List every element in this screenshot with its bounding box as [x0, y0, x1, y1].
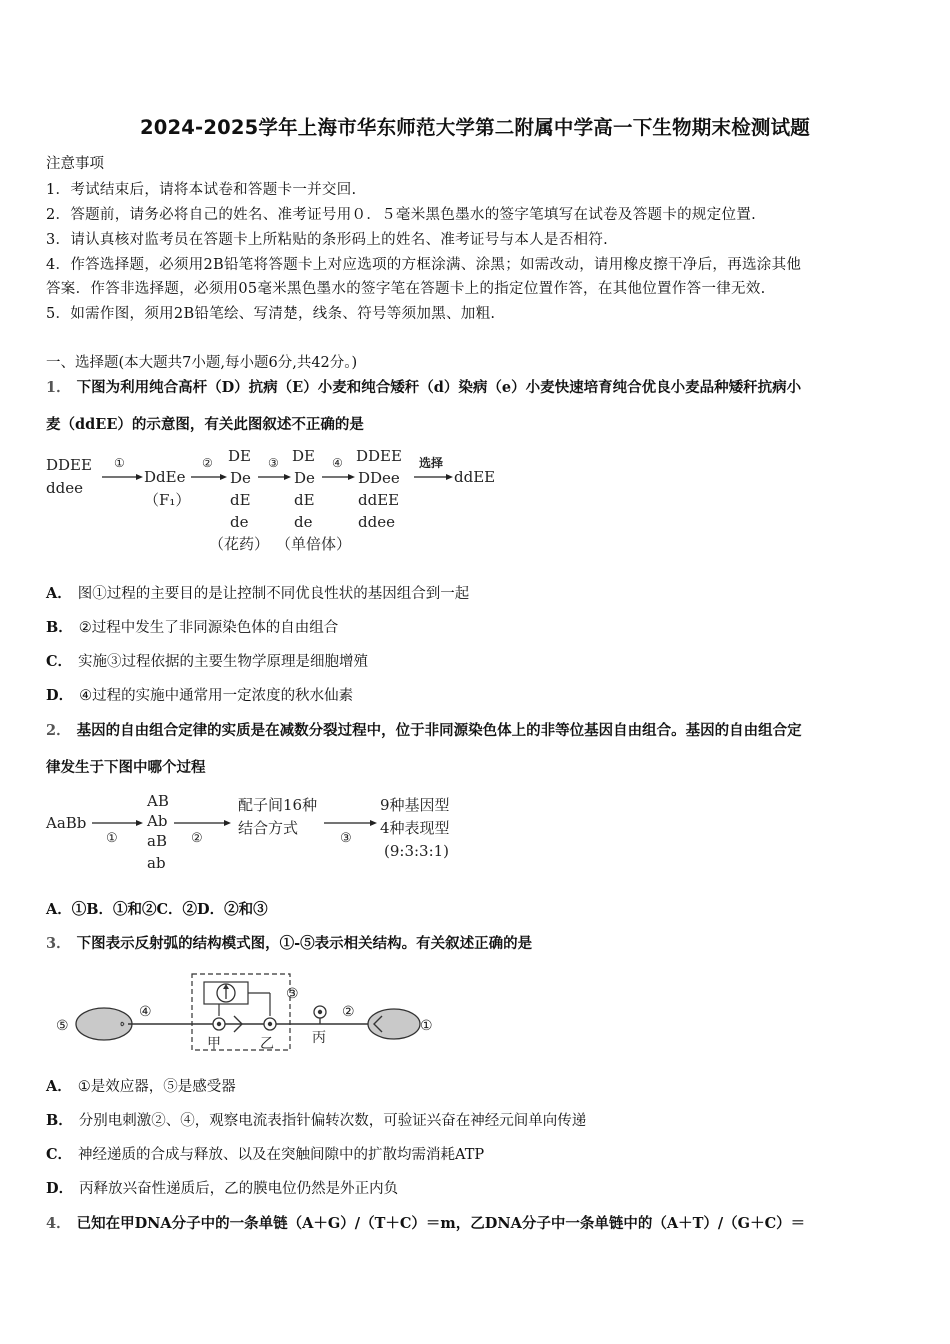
option-letter: B．: [46, 619, 73, 636]
question-text: 基因的自由组合定律的实质是在减数分裂过程中，位于非同源染色体上的非等位基因自由组合。基因的自由组合定: [76, 722, 802, 739]
question-text: 下图为利用纯合高杆（D）抗病（E）小麦和纯合矮秆（d）染病（e）小麦快速培育纯合优良小麦品种矮秆抗病小: [76, 379, 802, 396]
breeding-diagram: [44, 445, 514, 553]
option-letter: C．: [46, 653, 73, 670]
combination-text: 配子间16种: [238, 796, 318, 814]
question-2-options: A．①B．①和②C．②D．②和③: [46, 901, 268, 918]
step-3-label: ③: [340, 831, 352, 846]
option-letter: D．: [46, 687, 74, 704]
option-c: [46, 1143, 484, 1164]
option-d: [46, 684, 353, 705]
gamete: de: [230, 513, 249, 531]
diploid: DDee: [358, 469, 400, 487]
option-a: [46, 582, 469, 603]
f1-label: （F₁）: [144, 491, 191, 509]
inheritance-diagram: [44, 788, 474, 874]
option-b: [46, 616, 338, 637]
structure-1-label: ①: [420, 1018, 433, 1034]
step-2-label: ②: [202, 456, 213, 470]
gamete: AB: [147, 792, 169, 810]
diploid: DDEE: [356, 447, 402, 465]
notice-item: 4．作答选择题，必须用2B铅笔将答题卡上对应选项的方框涂满、涂黑；如需改动，请用橡皮擦干净后，再选涂其他: [46, 257, 802, 273]
question-4-line-1: [46, 1212, 805, 1233]
gamete: DE: [228, 447, 251, 465]
parent-DDEE: DDEE: [46, 456, 92, 474]
notice-item: 答案．作答非选择题，必须用05毫米黑色墨水的签字笔在答题卡上的指定位置作答，在其他位置作答一律无效.: [46, 281, 766, 297]
option-a: [46, 1075, 236, 1096]
pollen-label: （花药）: [209, 535, 270, 553]
label-yi: 乙: [260, 1036, 274, 1052]
step-1-label: ①: [106, 831, 118, 846]
question-3-line-1: [46, 932, 532, 953]
haploid: de: [294, 513, 313, 531]
structure-2-label: ②: [342, 1004, 355, 1020]
gamete: ab: [147, 854, 166, 872]
notice-item: 2．答题前，请务必将自己的姓名、准考证号用０．５毫米黑色墨水的签字笔填写在试卷及答题卡的规定位置.: [46, 207, 757, 223]
option-text: ①是效应器，⑤是感受器: [77, 1079, 236, 1095]
step-3-label: ③: [268, 456, 279, 470]
parent-ddee: ddee: [46, 479, 83, 497]
label-bing: 丙: [312, 1030, 326, 1046]
option-c: [46, 650, 368, 671]
gamete: Ab: [147, 812, 168, 830]
question-1-line-1: [46, 376, 801, 397]
haploid-label: （单倍体）: [276, 535, 352, 553]
haploid: De: [294, 469, 315, 487]
result-genotype: ddEE: [454, 468, 496, 486]
haploid: dE: [294, 491, 315, 509]
question-text: 已知在甲DNA分子中的一条单链（A＋G）/（T＋C）＝m，乙DNA分子中一条单链中的（A＋T）/（G＋C）＝: [76, 1215, 806, 1232]
result-text: 9种基因型: [380, 796, 450, 814]
option-text: 丙释放兴奋性递质后，乙的膜电位仍然是外正内负: [79, 1181, 399, 1197]
option-text: 实施③过程依据的主要生物学原理是细胞增殖: [78, 654, 369, 670]
structure-4-label: ④: [139, 1004, 152, 1020]
step-4-label: ④: [332, 456, 343, 470]
option-letter: A．: [46, 585, 72, 602]
gamete: De: [230, 469, 251, 487]
reflex-arc-diagram: [44, 968, 444, 1056]
gamete: dE: [230, 491, 251, 509]
combination-text: 结合方式: [238, 819, 299, 837]
option-d: [46, 1177, 398, 1198]
select-label: 选择: [419, 456, 444, 470]
notice-item: 1．考试结束后，请将本试卷和答题卡一并交回.: [46, 182, 357, 198]
option-b: [46, 1109, 586, 1130]
structure-3-label: ③: [286, 986, 299, 1002]
option-letter: A．: [46, 1078, 72, 1095]
notice-item: 5．如需作图，须用2B铅笔绘、写清楚，线条、符号等须加黑、加粗.: [46, 306, 496, 322]
diploid: ddee: [358, 513, 395, 531]
option-text: 分别电刺激②、④，观察电流表指针偏转次数，可验证兴奋在神经元间单向传递: [78, 1113, 587, 1129]
result-text: 4种表现型: [380, 819, 450, 837]
question-number: 2．: [46, 722, 71, 739]
step-2-label: ②: [191, 831, 203, 846]
f1-genotype: DdEe: [144, 468, 186, 486]
option-letter: D．: [46, 1180, 74, 1197]
option-text: ④过程的实施中通常用一定浓度的秋水仙素: [79, 688, 354, 704]
result-ratio: (9:3:3:1): [384, 842, 450, 860]
option-letter: C．: [46, 1146, 73, 1163]
question-2-line-1: [46, 719, 802, 740]
effector-cell: [368, 1009, 420, 1039]
haploid: DE: [292, 447, 315, 465]
option-text: 神经递质的合成与释放、以及在突触间隙中的扩散均需消耗ATP: [78, 1147, 485, 1163]
notice-heading: 注意事项: [46, 156, 104, 172]
question-1-line-2: 麦（ddEE）的示意图，有关此图叙述不正确的是: [46, 416, 364, 433]
page-title: 2024-2025学年上海市华东师范大学第二附属中学高一下生物期末检测试题: [139, 116, 811, 139]
step-1-label: ①: [114, 456, 125, 470]
label-jia: 甲: [207, 1036, 221, 1052]
question-2-line-2: 律发生于下图中哪个过程: [46, 759, 206, 776]
diploid: ddEE: [358, 491, 400, 509]
section-heading: 一、选择题(本大题共7小题,每小题6分,共42分。): [46, 355, 358, 371]
option-text: ②过程中发生了非同源染色体的自由组合: [78, 620, 339, 636]
gamete: aB: [147, 832, 167, 850]
start-genotype: AaBb: [46, 814, 87, 832]
question-text: 下图表示反射弧的结构模式图，①-⑤表示相关结构。有关叙述正确的是: [76, 935, 533, 952]
structure-5-label: ⑤: [56, 1018, 69, 1034]
option-letter: B．: [46, 1112, 73, 1129]
question-number: 3．: [46, 935, 71, 952]
question-number: 1．: [46, 379, 71, 396]
notice-item: 3．请认真核对监考员在答题卡上所粘贴的条形码上的姓名、准考证号与本人是否相符.: [46, 232, 609, 248]
option-text: 图①过程的主要目的是让控制不同优良性状的基因组合到一起: [77, 586, 470, 602]
question-number: 4．: [46, 1215, 71, 1232]
